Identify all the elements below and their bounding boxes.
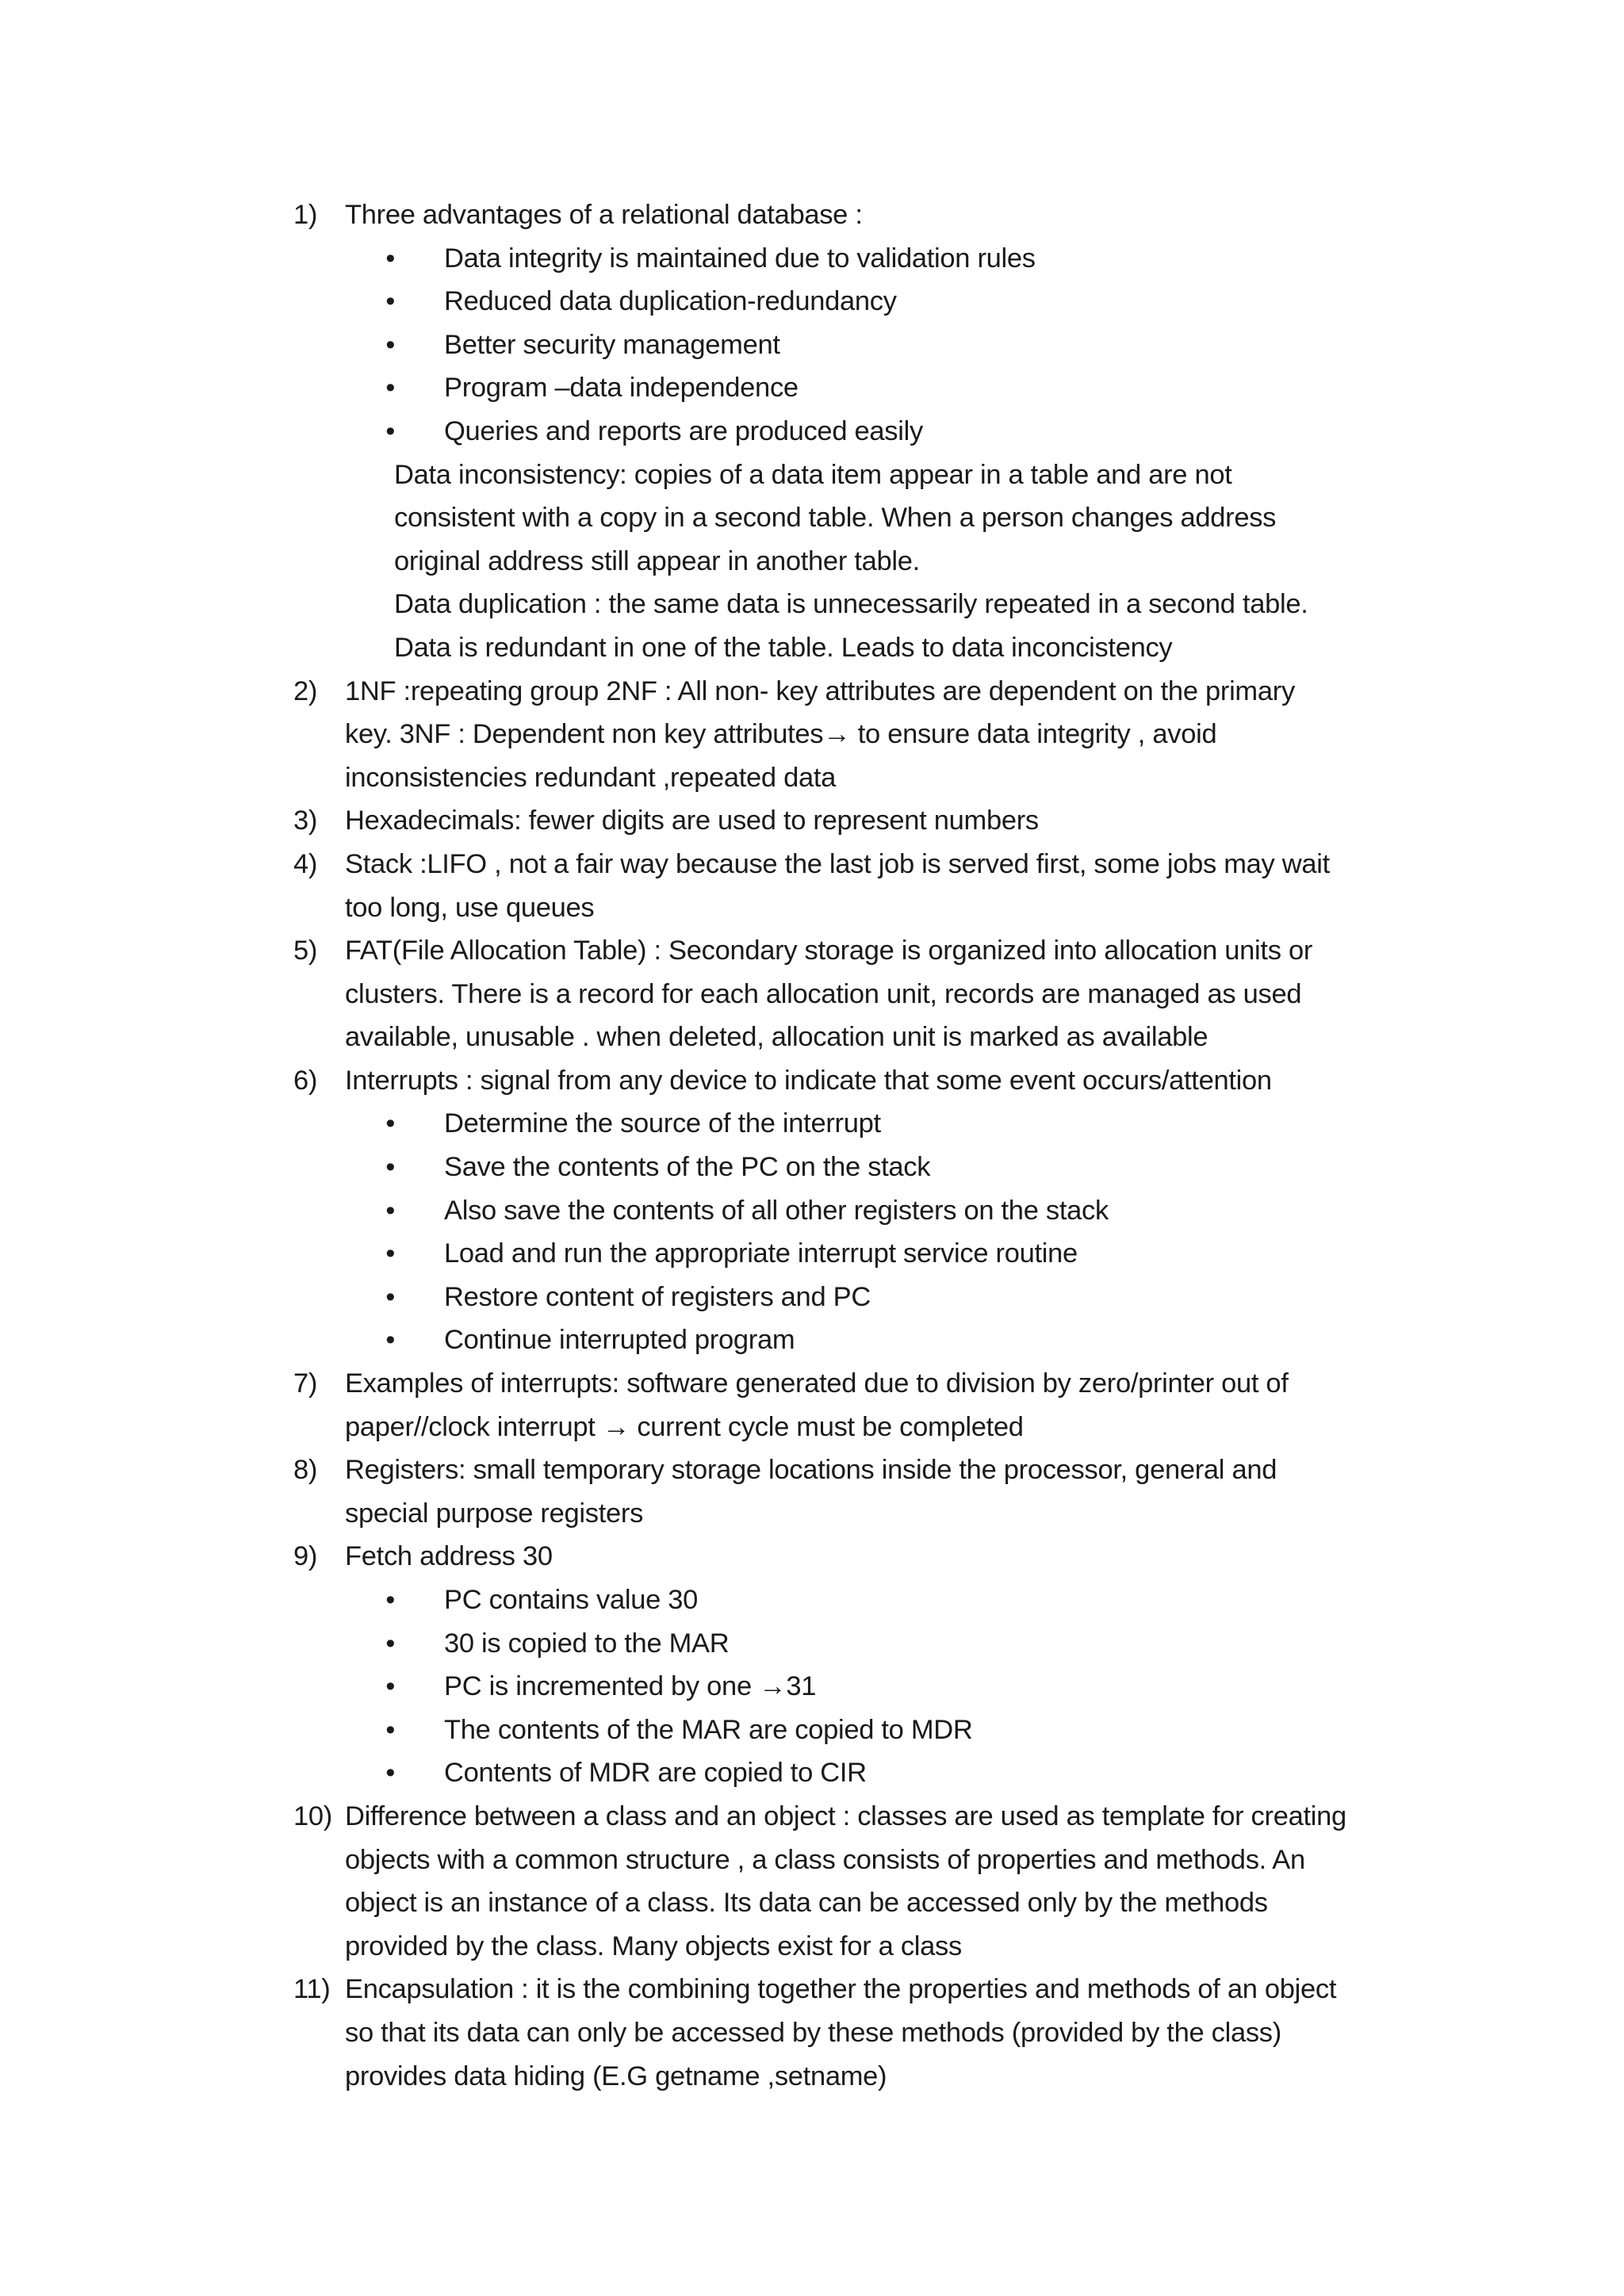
bullet-item (345, 1709, 1404, 1752)
bullet-text: Restore content of registers and PC (444, 1281, 871, 1312)
paragraph-line: consistent with a copy in a second table. When a person changes address (394, 503, 1277, 534)
bullet-text: Determine the source of the interrupt (444, 1108, 881, 1139)
list-item (293, 843, 1404, 929)
item-text-line: so that its data can only be accessed by these methods (provided by the class) (345, 2017, 1281, 2048)
item-body (345, 1448, 1404, 1535)
item-body (345, 1968, 1404, 2098)
item-number: 6) (293, 1065, 318, 1096)
bullet-item (345, 280, 1404, 323)
bullet-item (345, 323, 1404, 367)
list-item (293, 799, 1404, 843)
bullet-icon (345, 366, 444, 410)
item-text-line: object is an instance of a class. Its data can be accessed only by the methods (345, 1888, 1268, 1919)
item-text-line: clusters. There is a record for each allocation unit, records are managed as used (345, 978, 1302, 1009)
bullet-icon (345, 1146, 444, 1189)
item-text-line: objects with a common structure , a class consists of properties and methods. An (345, 1844, 1305, 1875)
item-text-line: paper//clock interrupt → current cycle must be completed (345, 1411, 1024, 1442)
item-text-line: Difference between a class and an object : classes are used as template for creating (345, 1800, 1346, 1831)
item-body (345, 1059, 1404, 1362)
item-body (345, 1362, 1404, 1448)
bullet-text: Load and run the appropriate interrupt service routine (444, 1238, 1078, 1269)
item-text-line: Three advantages of a relational database : (345, 200, 863, 230)
bullet-item (345, 1578, 1404, 1622)
bullet-text: Also save the contents of all other registers on the stack (444, 1195, 1109, 1226)
item-text-line: Fetch address 30 (345, 1541, 553, 1572)
item-text-line: 1NF :repeating group 2NF : All non- key attributes are dependent on the primary (345, 675, 1295, 706)
paragraph-line: Data is redundant in one of the table. Leads to data inconcistency (394, 632, 1173, 663)
item-number: 3) (293, 806, 318, 836)
bullet-item (345, 237, 1404, 281)
bullet-item (345, 1146, 1404, 1189)
numbered-list (293, 193, 1404, 2098)
bullet-list (345, 237, 1404, 453)
bullet-icon (345, 1318, 444, 1362)
bullet-text: Continue interrupted program (444, 1325, 795, 1356)
item-text-line: inconsistencies redundant ,repeated data (345, 762, 837, 793)
bullet-icon (345, 1276, 444, 1319)
bullet-icon (345, 237, 444, 281)
bullet-item (345, 1276, 1404, 1319)
bullet-text: Contents of MDR are copied to CIR (444, 1758, 867, 1789)
bullet-item (345, 1622, 1404, 1666)
item-body (345, 193, 1404, 670)
item-body (345, 799, 1404, 843)
bullet-list (345, 1102, 1404, 1362)
bullet-text: 30 is copied to the MAR (444, 1628, 730, 1659)
item-body (345, 1535, 1404, 1795)
list-item (293, 1968, 1404, 2098)
bullet-icon (345, 1102, 444, 1146)
list-item (293, 1362, 1404, 1448)
bullet-item (345, 1102, 1404, 1146)
item-text-line: FAT(File Allocation Table) : Secondary storage is organized into allocation units or (345, 936, 1313, 966)
paragraph-line: original address still appear in another table. (394, 545, 920, 576)
item-number: 4) (293, 848, 318, 879)
bullet-item (345, 1189, 1404, 1233)
bullet-icon (345, 323, 444, 367)
item-number: 1) (293, 200, 318, 230)
bullet-icon (345, 1232, 444, 1276)
list-item (293, 1535, 1404, 1795)
item-number: 10) (293, 1800, 332, 1831)
item-text-line: provides data hiding (E.G getname ,setname) (345, 2061, 887, 2091)
item-body (345, 670, 1404, 800)
paragraph-line: Data duplication : the same data is unnecessarily repeated in a second table. (394, 589, 1308, 620)
item-body (345, 1795, 1404, 1968)
item-number: 2) (293, 675, 318, 706)
item-number: 8) (293, 1455, 318, 1486)
bullet-text: Queries and reports are produced easily (444, 415, 923, 446)
item-body (345, 843, 1404, 929)
bullet-text: Better security management (444, 329, 780, 360)
bullet-icon (345, 1751, 444, 1795)
paragraph-line: Data inconsistency: copies of a data item appear in a table and are not (394, 459, 1232, 490)
item-text-line: special purpose registers (345, 1498, 644, 1529)
bullet-text: PC is incremented by one →31 (444, 1671, 817, 1702)
item-text-line: too long, use queues (345, 892, 595, 923)
bullet-icon (345, 410, 444, 453)
list-item (293, 1059, 1404, 1362)
bullet-item (345, 1232, 1404, 1276)
item-number: 9) (293, 1541, 318, 1572)
bullet-text: Program –data independence (444, 373, 799, 404)
item-body (345, 929, 1404, 1059)
item-number: 7) (293, 1368, 318, 1399)
item-text-line: key. 3NF : Dependent non key attributes→ to ensure data integrity , avoid (345, 719, 1217, 750)
list-item (293, 1795, 1404, 1968)
bullet-icon (345, 1622, 444, 1666)
bullet-item (345, 1318, 1404, 1362)
item-text-line: Hexadecimals: fewer digits are used to represent numbers (345, 806, 1039, 836)
list-item (293, 193, 1404, 670)
item-text-line: Stack :LIFO , not a fair way because the last job is served first, some jobs may wait (345, 848, 1330, 879)
item-number: 11) (293, 1974, 331, 2005)
list-item (293, 670, 1404, 800)
item-number: 5) (293, 936, 318, 966)
bullet-icon (345, 280, 444, 323)
bullet-text: PC contains value 30 (444, 1585, 699, 1615)
bullet-item (345, 410, 1404, 453)
bullet-item (345, 1665, 1404, 1709)
item-text-line: Registers: small temporary storage locations inside the processor, general and (345, 1455, 1277, 1486)
bullet-icon (345, 1709, 444, 1752)
bullet-text: The contents of the MAR are copied to MDR (444, 1714, 973, 1745)
item-text-line: available, unusable . when deleted, allocation unit is marked as available (345, 1022, 1208, 1053)
list-item (293, 929, 1404, 1059)
bullet-item (345, 1751, 1404, 1795)
item-text-line: provided by the class. Many objects exist for a class (345, 1931, 962, 1961)
item-text-line: Examples of interrupts: software generated due to division by zero/printer out of (345, 1368, 1289, 1399)
bullet-text: Save the contents of the PC on the stack (444, 1152, 931, 1183)
bullet-text: Data integrity is maintained due to validation rules (444, 243, 1036, 274)
item-text-line: Encapsulation : it is the combining together the properties and methods of an object (345, 1974, 1337, 2005)
bullet-icon (345, 1578, 444, 1622)
bullet-icon (345, 1665, 444, 1709)
item-text-line: Interrupts : signal from any device to indicate that some event occurs/attention (345, 1065, 1272, 1096)
bullet-item (345, 366, 1404, 410)
bullet-text: Reduced data duplication-redundancy (444, 286, 897, 317)
bullet-icon (345, 1189, 444, 1233)
bullet-list (345, 1578, 1404, 1795)
list-item (293, 1448, 1404, 1535)
